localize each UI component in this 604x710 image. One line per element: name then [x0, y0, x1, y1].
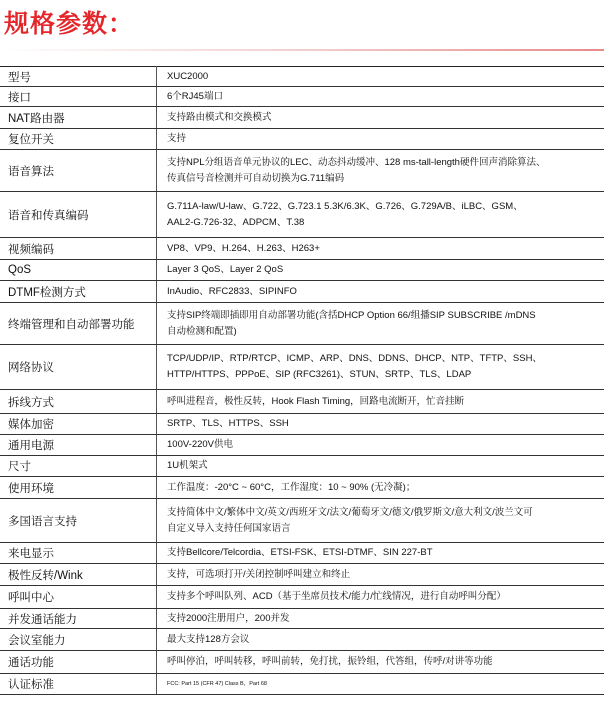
spec-row — [0, 609, 604, 629]
spec-value — [157, 345, 604, 390]
spec-value-line: HTTP/HTTPS、PPPoE、SIP (RFC3261)、STUN、SRTP、TLS、LDAP — [167, 369, 472, 380]
spec-name: 终端管理和自动部署功能 — [0, 303, 157, 345]
spec-row — [0, 456, 604, 477]
spec-row — [0, 651, 604, 674]
spec-row — [0, 238, 604, 260]
spec-value — [157, 150, 604, 192]
spec-value-line: 6个RJ45端口 — [167, 90, 223, 102]
spec-value-line: FCC: Part 15 (CFR 47) Class B，Part 68 — [167, 681, 267, 687]
spec-value-line: 呼叫进程音，极性反转，Hook Flash Timing，回路电流断开，忙音挂断 — [167, 395, 465, 407]
spec-row — [0, 260, 604, 281]
spec-value — [157, 238, 604, 260]
spec-name: 并发通话能力 — [0, 609, 157, 629]
spec-row — [0, 303, 604, 345]
spec-name: 通话功能 — [0, 651, 157, 674]
spec-row — [0, 150, 604, 192]
spec-value — [157, 281, 604, 303]
spec-value-line: XUC2000 — [167, 70, 209, 82]
spec-value-line: 呼叫停泊，呼叫转移，呼叫前转，免打扰，振铃组，代答组，传呼/对讲等功能 — [167, 656, 493, 667]
spec-value-line: 100V-220V供电 — [167, 439, 234, 450]
spec-value-line: 支持2000注册用户，200并发 — [167, 612, 290, 624]
spec-value-line: InAudio、RFC2833、SIPINFO — [167, 285, 297, 297]
spec-value-line: AAL2-G.726-32、ADPCM、T.38 — [167, 216, 305, 228]
spec-row — [0, 129, 604, 150]
spec-value-line: 传真信号音检测并可自动切换为G.711编码 — [167, 172, 345, 184]
spec-value-line: 支持简体中文/繁体中文/英文/西班牙文/法文/葡萄牙文/德文/俄罗斯文/意大利文/波兰文可 — [167, 506, 533, 518]
spec-value — [157, 586, 604, 609]
spec-name: 认证标准 — [0, 674, 157, 695]
spec-value-line: 支持路由模式和交换模式 — [167, 111, 272, 123]
spec-name: 呼叫中心 — [0, 586, 157, 609]
spec-name: DTMF检测方式 — [0, 281, 157, 303]
spec-row — [0, 586, 604, 609]
spec-name: 视频编码 — [0, 238, 157, 260]
spec-value — [157, 107, 604, 129]
spec-row — [0, 107, 604, 129]
spec-row — [0, 674, 604, 695]
spec-name: 语音算法 — [0, 150, 157, 192]
spec-row — [0, 87, 604, 107]
spec-value-line: 自定义导入支持任何国家语言 — [167, 522, 291, 534]
spec-value-line: 支持 — [167, 133, 187, 144]
spec-row — [0, 390, 604, 414]
spec-value — [157, 303, 604, 345]
spec-value-line: 1U机架式 — [167, 460, 208, 471]
spec-name: 多国语言支持 — [0, 499, 157, 543]
spec-value-line: 支持Bellcore/Telcordia、ETSI-FSK、ETSI-DTMF、SIN 227-BT — [167, 547, 433, 558]
spec-value — [157, 543, 604, 564]
spec-name: 网络协议 — [0, 345, 157, 390]
page-title: 规格参数： — [4, 9, 135, 38]
spec-table-body — [0, 67, 604, 695]
spec-value — [157, 674, 604, 695]
spec-value — [157, 456, 604, 477]
spec-value — [157, 629, 604, 651]
spec-value-line: TCP/UDP/IP、RTP/RTCP、ICMP、ARP、DNS、DDNS、DHCP、NTP、TFTP、SSH、 — [167, 353, 542, 364]
spec-value — [157, 192, 604, 238]
spec-value-line: 最大支持128方会议 — [167, 633, 250, 645]
spec-row — [0, 67, 604, 87]
spec-value-line: VP8、VP9、H.264、H.263、H263+ — [167, 242, 320, 254]
spec-row — [0, 281, 604, 303]
spec-value-line: 支持SIP终端即插即用自动部署功能(含括DHCP Option 66/组播SIP SUBSCRIBE /mDNS — [167, 309, 536, 321]
spec-value-line: G.711A-law/U-law、G.722、G.723.1 5.3K/6.3K、G.726、G.729A/B、iLBC、GSM、 — [167, 200, 523, 212]
spec-value — [157, 390, 604, 414]
spec-value — [157, 87, 604, 107]
spec-value — [157, 609, 604, 629]
spec-name: NAT路由器 — [0, 107, 157, 129]
spec-value-line: SRTP、TLS、HTTPS、SSH — [167, 418, 289, 429]
spec-name: 极性反转/Wink — [0, 564, 157, 586]
spec-name: 尺寸 — [0, 456, 157, 477]
spec-row — [0, 435, 604, 456]
spec-row — [0, 629, 604, 651]
spec-name: 语音和传真编码 — [0, 192, 157, 238]
spec-row — [0, 192, 604, 238]
spec-name: 会议室能力 — [0, 629, 157, 651]
spec-value-line: 自动检测和配置) — [167, 325, 237, 337]
spec-value — [157, 651, 604, 674]
spec-row — [0, 543, 604, 564]
spec-value — [157, 414, 604, 435]
spec-name: QoS — [0, 260, 157, 281]
spec-name: 接口 — [0, 87, 157, 107]
spec-name: 使用环境 — [0, 477, 157, 499]
spec-value — [157, 477, 604, 499]
spec-row — [0, 414, 604, 435]
spec-name: 来电显示 — [0, 543, 157, 564]
spec-value-line: 支持，可选项打开/关闭控制呼叫建立和终止 — [167, 568, 351, 580]
spec-value — [157, 435, 604, 456]
spec-row — [0, 564, 604, 586]
spec-value — [157, 564, 604, 586]
spec-name: 型号 — [0, 67, 157, 87]
spec-name: 通用电源 — [0, 435, 157, 456]
spec-row — [0, 345, 604, 390]
spec-value-line: 支持NPL分组语音单元协议的LEC、动态抖动缓冲、128 ms-tall-length硬件回声消除算法、 — [167, 156, 546, 168]
spec-name: 拆线方式 — [0, 390, 157, 414]
title-divider — [0, 49, 604, 51]
spec-value — [157, 67, 604, 87]
spec-value — [157, 260, 604, 281]
spec-name: 复位开关 — [0, 129, 157, 150]
spec-row — [0, 477, 604, 499]
spec-value-line: Layer 3 QoS、Layer 2 QoS — [167, 264, 284, 275]
spec-value-line: 支持多个呼叫队列、ACD（基于坐席员技术/能力/忙线情况，进行自动呼叫分配） — [167, 591, 506, 602]
spec-value — [157, 129, 604, 150]
spec-value-line: 工作温度：-20°C ~ 60°C，工作湿度：10 ~ 90% (无冷凝)； — [167, 481, 416, 493]
spec-name: 媒体加密 — [0, 414, 157, 435]
spec-row — [0, 499, 604, 543]
spec-value — [157, 499, 604, 543]
spec-table — [0, 66, 604, 695]
